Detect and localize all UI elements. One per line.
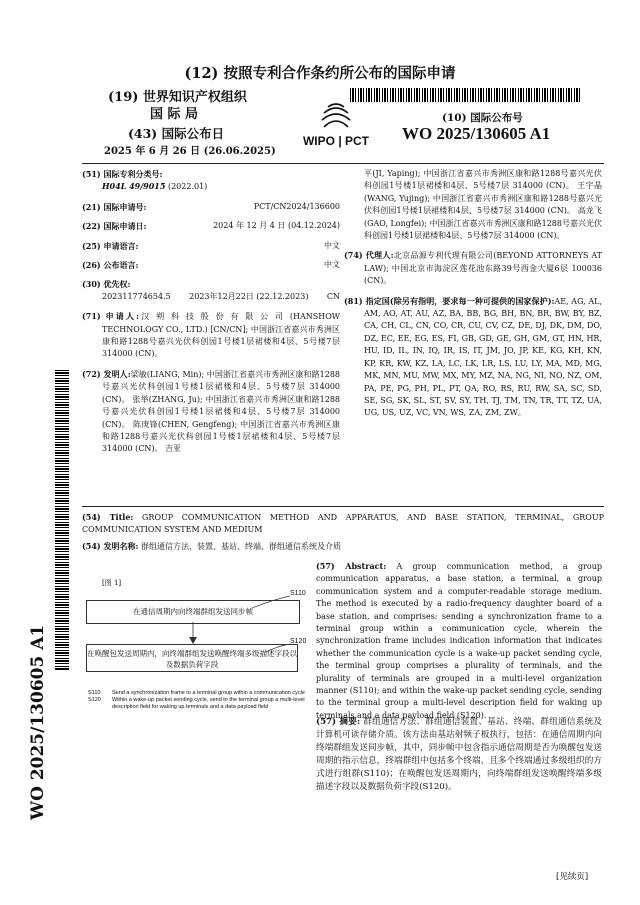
priority-label: (30) 优先权:	[82, 279, 131, 290]
header-divider	[82, 163, 604, 164]
applicant-text: 汉 朔 科 技 股 份 有 限 公 司 (HANSHOW TECHNOLOGY CO., LTD.) [CN/CN]; 中国浙江省嘉兴市秀洲区康和路1288号嘉兴光伏科创园1号楼1层裙楼和4层、5号楼7层 314000 (CN)。	[102, 312, 340, 359]
title-en-label: (54) Title:	[82, 512, 134, 522]
filing-language-label: (25) 申请语言:	[82, 240, 139, 251]
document-type: (12) 按照专利合作条约所公布的国际申请	[184, 65, 456, 82]
continued-note: [见续页]	[556, 872, 589, 882]
ipc-code: H04L 49/9015	[102, 181, 166, 192]
inventors-label: (72) 发明人:	[82, 368, 131, 379]
wipo-logo-icon	[294, 103, 378, 149]
barcode-icon	[350, 88, 582, 102]
side-barcode-icon	[55, 370, 69, 670]
designated-states-text: AE, AG, AL, AM, AO, AT, AU, AZ, BA, BB, BG, BH, BN, BR, BW, BY, BZ, CA, CH, CL, CN, CO, CR, CU, CV, CZ, DE, DJ, DK, DM, DO, DZ, EC, EE, EG, ES, FI, GB, GD, GE, GH, GM, GT, HN, HR, HU, ID, IL, IN, IQ, IR, IS, IT, JM, JO, JP, KE, KG, KH, KN, KP, KR, KW, KZ, LA, LC, LK, LR, LS, LU, LY, MA, MD, MG, MK, MN, MU, MW, MX, MY, MZ, NA, NG, NI, NO, NZ, OM, PA, PE, PG, PH, PL, PT, QA, RO, RS, RU, RW, SA, SC, SD, SE, SG, SK, SL, ST, SV, SY, TH, TJ, TM, TN, TR, TT, TZ, UA, UG, US, UZ, VC, VN, WS, ZA, ZM, ZW。	[364, 296, 602, 418]
priority-number: 202311774654.5	[102, 291, 171, 301]
side-publication-number: WO 2025/130605 A1	[28, 624, 48, 820]
applicant	[82, 310, 340, 361]
designated-states	[344, 295, 602, 420]
abstract-en	[316, 560, 602, 722]
caption-1-text: Send a synchronization frame to a terminal group within a communication cycle	[112, 690, 305, 696]
abstract-zh	[316, 716, 602, 794]
wipo-logo-text: WIPO | PCT	[302, 134, 370, 148]
figure-captions	[88, 690, 308, 711]
pubno-value: WO 2025/130605 A1	[402, 124, 551, 143]
filing-language-value: 中文	[324, 240, 340, 250]
ipc-version: (2022.01)	[165, 182, 208, 192]
title-en	[82, 511, 604, 537]
appdate-label: (22) 国际申请日:	[82, 221, 147, 232]
right-column	[344, 168, 602, 420]
inventors-continued: 平(JI, Yaping); 中国浙江省嘉兴市秀洲区康和路1288号嘉兴光伏科创园1号楼1层裙楼和4层、5号楼7层 314000 (CN)。 王宇晶(WANG, Yujing); 中国浙江省嘉兴市秀洲区康和路1288号嘉兴光伏科创园1号楼1层裙楼和4层、5号楼7层 314000 (CN)。 高龙飞(GAO, Longfei); 中国浙江省嘉兴市秀洲区康和路1288号嘉兴光伏科创园1号楼1层裙楼和4层、5号楼7层 314000 (CN)。	[364, 169, 602, 241]
agent-text: 北京品源专利代理有限公司(BEYOND ATTORNEYS AT LAW); 中国北京市海淀区莲花池东路39号西金大厦6层 100036 (CN)。	[364, 251, 602, 286]
abstract-en-text: A group communication method, a group communication apparatus, a base station, a terminal, a group communication system and a computer-readable storage medium. The method is executed by a radio-frequency daughter board of a base station, and comprises: sending a synchronization frame to a terminal group within a communication cycle, wherein the synchronization frame includes indication information that indicates whether the communication cycle is a wake-up packet sending cycle, the terminal group comprises a plurality of terminals, and the plurality of terminals are grouped in a multi-level organization manner (S110); and within the wake-up packet sending cycle, sending to the terminal group a multi-level description field for waking up terminals and a data payload field (S120).	[316, 562, 603, 720]
left-column	[82, 168, 340, 456]
title-zh-text: 群组通信方法、装置、基站、终端、群组通信系统及介质	[141, 542, 341, 551]
caption-2-code: S120	[88, 697, 101, 703]
agent-label: (74) 代理人:	[344, 250, 394, 261]
figure-1	[82, 558, 310, 748]
priority-country: CN	[326, 291, 340, 301]
agent	[344, 249, 602, 287]
title-zh	[82, 540, 604, 553]
title-zh-label: (54) 发明名称:	[82, 541, 139, 551]
abstract-zh-text: 群组通信方法、群组通信装置、基站、终端、群组通信系统及计算机可读存储介质。该方法由基站射频子板执行，包括：在通信周期内向终端群组发送同步帧，其中，同步帧中包含指示通信周期是否为唤醒包发送周期的指示信息，终端群组中包括多个终端，且多个终端通过多级组织的方式进行组群(S110)；在唤醒包发送周期内，向终端群组发送唤醒终端多级描述字段以及数据负荷字段(S120)。	[316, 717, 602, 792]
flow-arrow	[188, 622, 198, 644]
step-s110-label: S110	[290, 590, 306, 597]
pubdate-label: (43) 国际公布日	[128, 126, 225, 141]
ipc-label: (51) 国际专利分类号:	[82, 169, 163, 179]
inventors-text: 梁敏(LIANG, Min); 中国浙江省嘉兴市秀洲区康和路1288号嘉兴光伏科创园1号楼1层裙楼和4层、5号楼7层 314000 (CN)。 张举(ZHANG, Ju); 中国浙江省嘉兴市秀洲区康和路1288号嘉兴光伏科创园1号楼1层裙楼和4层、5号楼7层 314000 (CN)。 陈庚锋(CHEN, Gengfeng); 中国浙江省嘉兴市秀洲区康和路1288号嘉兴光伏科创园1号楼1层裙楼和4层、5号楼7层 314000 (CN)。 吉亚	[102, 369, 340, 454]
step-s120-box: 在唤醒包发送周期内，向终端群组发送唤醒终端多级描述字段以及数据负荷字段	[86, 644, 298, 672]
organization-sub: 国 际 局	[150, 107, 199, 122]
appdate-value: 2024 年 12 月 4 日 (04.12.2024)	[213, 221, 340, 231]
pubno-label: (10) 国际公布号	[442, 112, 523, 124]
appno-value: PCT/CN2024/136600	[253, 201, 340, 211]
priority-date: 2023年12月22日 (22.12.2023)	[189, 291, 309, 301]
pub-language-value: 中文	[324, 260, 340, 270]
pubdate-value: 2025 年 6 月 26 日 (26.06.2025)	[104, 146, 276, 157]
caption-2-text: Within a wake-up packet sending cycle, send to the terminal group a multi-level description field for waking up terminals and a data payload field	[112, 697, 305, 710]
designated-states-label: (81) 指定国(除另有指明，要求每一种可提供的国家保护):	[344, 295, 555, 306]
inventors	[82, 368, 340, 456]
step-s110-box: 在通信周期内向终端群组发送同步帧	[86, 600, 300, 624]
caption-1-code: S110	[88, 690, 101, 696]
title-divider	[82, 506, 604, 507]
title-en-text: GROUP COMMUNICATION METHOD AND APPARATUS, AND BASE STATION, TERMINAL, GROUP COMMUNICATION SYSTEM AND MEDIUM	[82, 513, 604, 535]
appno-label: (21) 国际申请号:	[82, 201, 147, 212]
figure-label: [图 1]	[102, 579, 122, 587]
abstract-en-label: (57) Abstract:	[316, 561, 387, 571]
step-s120-label: S120	[290, 638, 307, 645]
pub-language-label: (26) 公布语言:	[82, 260, 139, 271]
applicant-label: (71) 申请人:	[82, 311, 140, 322]
organization-label: (19) 世界知识产权组织	[108, 90, 247, 105]
abstract-zh-label: (57) 摘要:	[316, 717, 361, 727]
